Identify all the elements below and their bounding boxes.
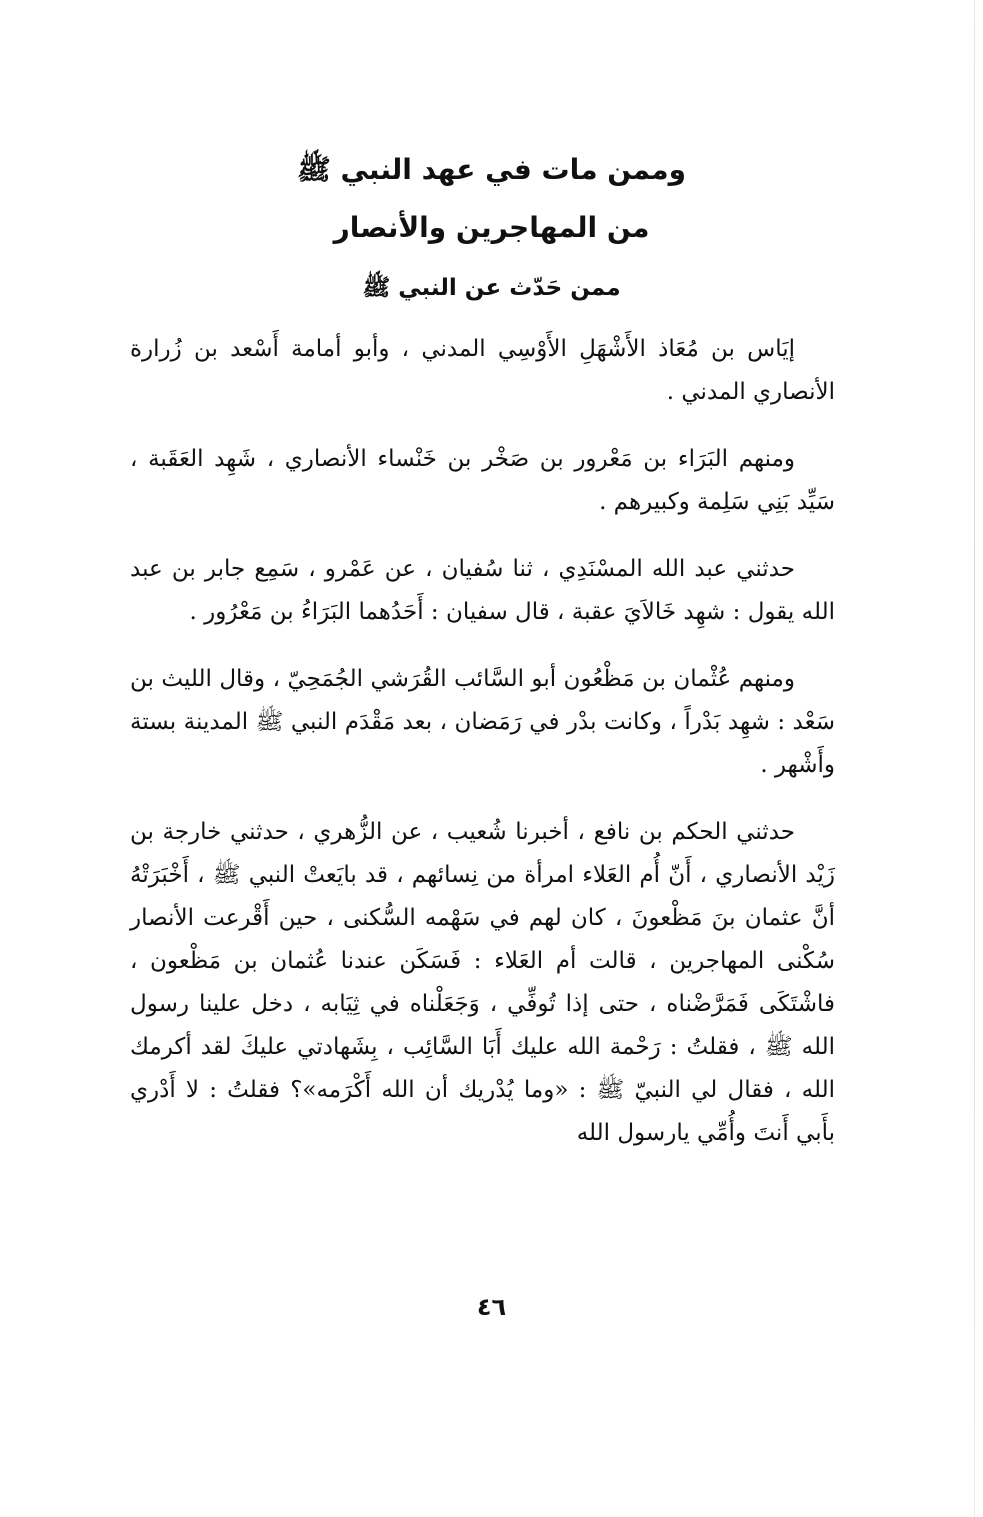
paragraph: حدثني عبد الله المسْنَدِي ، ثنا سُفيان ، عن عَمْرو ، سَمِع جابر بن عبد الله يقول : شهِد خَالاَيَ عقبة ، قال سفيان : أَحَدُهما البَرَاءُ بن مَعْرُور . [130, 556, 835, 625]
chapter-title: وممن مات في عهد النبي ﷺ [296, 153, 686, 186]
paragraph: ومنهم البَرَاء بن مَعْرور بن صَخْر بن خَنْساء الأنصاري ، شَهِد العَقَبة ، سَيِّد بَنِي سَلِمة وكبيرهم . [130, 446, 835, 515]
paragraph: ومنهم عُثْمان بن مَظْعُون أبو السَّائب القُرَشي الجُمَحِيّ ، وقال الليث بن سَعْد : شهِد بَدْراً ، وكانت بدْر في رَمَضان ، بعد مَقْدَم النبي ﷺ المدينة بستة وأَشْهر . [130, 666, 835, 778]
chapter-title-second-line: من المهاجرين والأنصار [333, 211, 650, 244]
section-subtitle: ممن حَدّث عن النبي ﷺ [362, 275, 621, 301]
paragraph: إيَاس بن مُعَاذ الأَشْهَلِ الأَوْسِي المدني ، وأبو أمامة أَسْعد بن زُرارة الأنصاري المدني . [130, 336, 835, 405]
page-number: ٤٦ [476, 1293, 507, 1321]
paragraph: حدثني الحكم بن نافع ، أخبرنا شُعيب ، عن الزُّهري ، حدثني خارجة بن زَيْد الأنصاري ، أَنّ أُم العَلاء امرأة من نِسائهم ، قد بايَعتْ النبي ﷺ ، أَخْبَرَتْهُ أنَّ عثمان بنَ مَظْعونَ ، كان لهم في سَهْمه السُّكنى ، حين أَقْرعت الأنصار سُكْنى المهاجرين ، قالت أم العَلاء : فَسَكَن عندنا عُثمان بن مَظْعون ، فاشْتَكَى فَمَرَّضْناه ، حتى إذا تُوفِّي ، وَجَعَلْناه في ثِيَابه ، دخل علينا رسول الله ﷺ ، فقلتُ : رَحْمة الله عليك أَبَا السَّائِب ، بِشَهادتي عليكَ لقد أكرمك الله ، فقال لي النبيّ ﷺ : «وما يُدْريك أن الله أَكْرَمه»؟ فقلتُ : لا أَدْري بأَبي أَنتَ وأُمِّي يارسول الله [130, 819, 835, 1146]
body-text [130, 328, 835, 1179]
